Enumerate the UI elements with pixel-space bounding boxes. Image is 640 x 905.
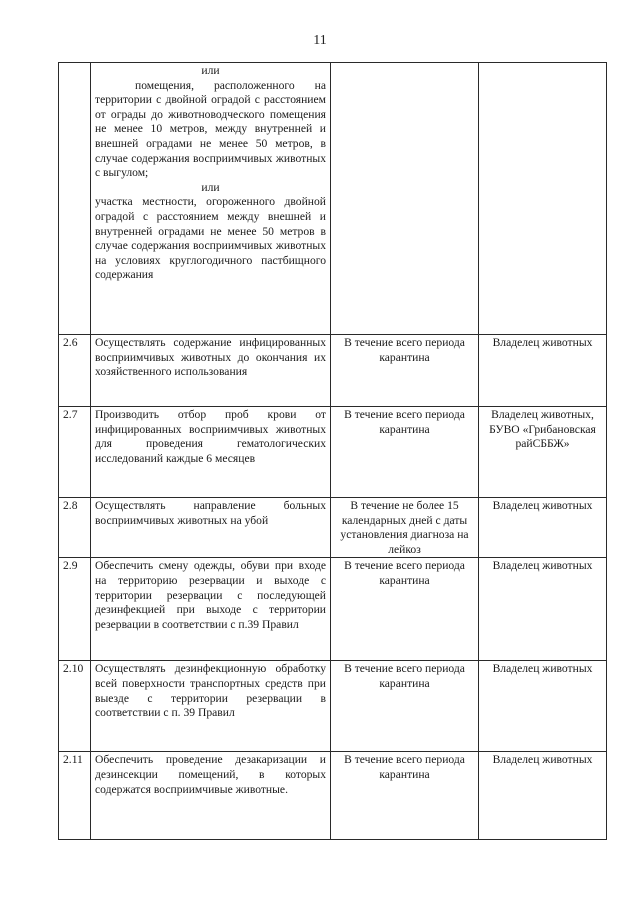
measure-text: Осуществлять направление больных восприимчивых животных на убой: [91, 498, 331, 558]
row-number: 2.8: [59, 498, 91, 558]
measure-text: Производить отбор проб крови от инфицированных восприимчивых животных для проведения гематологических исследований каждые 6 месяцев: [91, 407, 331, 498]
row-number: 2.7: [59, 407, 91, 498]
term-cell: [331, 63, 479, 335]
quarantine-measures-table: [58, 62, 607, 840]
measure-text-cell: [91, 63, 331, 335]
table-row-2-8: [59, 498, 607, 558]
term-text: В течение не более 15 календарных дней с даты установления диагноза на лейкоз: [331, 498, 479, 558]
or-label: или: [201, 180, 220, 194]
table-row-2-10: [59, 661, 607, 752]
or-label: или: [201, 64, 220, 77]
term-text: В течение всего периода карантина: [331, 752, 479, 840]
measure-text: Обеспечить смену одежды, обуви при входе на территорию резервации и выходе с территории резервации с последующей дезинфекцией при выходе с территории резервации в соответствии с п.39 Правил: [91, 558, 331, 661]
responsible-text: Владелец животных: [479, 558, 607, 661]
table-row-2-6: [59, 335, 607, 407]
responsible-text: Владелец животных: [479, 335, 607, 407]
measure-text: Обеспечить проведение дезакаризации и дезинсекции помещений, в которых содержатся восприимчивые животные.: [91, 752, 331, 840]
page-number: 11: [313, 33, 327, 48]
pasture-option-text: участка местности, огороженного двойной оградой с расстоянием между внешней и внутренней оградами не менее 50 метров в случае содержания восприимчивых животных на условиях круглогодичного пастбищного содержания: [95, 195, 326, 282]
responsible-cell: [479, 63, 607, 335]
row-number-cell: [59, 63, 91, 335]
table-row-2-9: [59, 558, 607, 661]
row-number: 2.10: [59, 661, 91, 752]
row-number: 2.9: [59, 558, 91, 661]
term-text: В течение всего периода карантина: [331, 661, 479, 752]
responsible-text: Владелец животных: [479, 752, 607, 840]
responsible-text: Владелец животных: [479, 498, 607, 558]
row-number: 2.11: [59, 752, 91, 840]
row-number: 2.6: [59, 335, 91, 407]
table-row-2-7: [59, 407, 607, 498]
table-row-2-11: [59, 752, 607, 840]
responsible-text: Владелец животных: [479, 661, 607, 752]
responsible-text: Владелец животных, БУВО «Грибановская райСББЖ»: [479, 407, 607, 498]
term-text: В течение всего периода карантина: [331, 407, 479, 498]
table-row-continuation: [59, 63, 607, 335]
term-text: В течение всего периода карантина: [331, 335, 479, 407]
term-text: В течение всего периода карантина: [331, 558, 479, 661]
measure-text: Осуществлять содержание инфицированных восприимчивых животных до окончания их хозяйственного использования: [91, 335, 331, 407]
measure-text: Осуществлять дезинфекционную обработку всей поверхности транспортных средств при выезде с территории резервации в соответствии с п. 39 Правил: [91, 661, 331, 752]
premises-option-text: помещения, расположенного на территории с двойной оградой с расстоянием от ограды до животноводческого помещения не менее 10 метров, между внутренней и внешней оградами не менее 50 метров, в случае содержания восприимчивых животных с выгулом;: [95, 78, 326, 180]
